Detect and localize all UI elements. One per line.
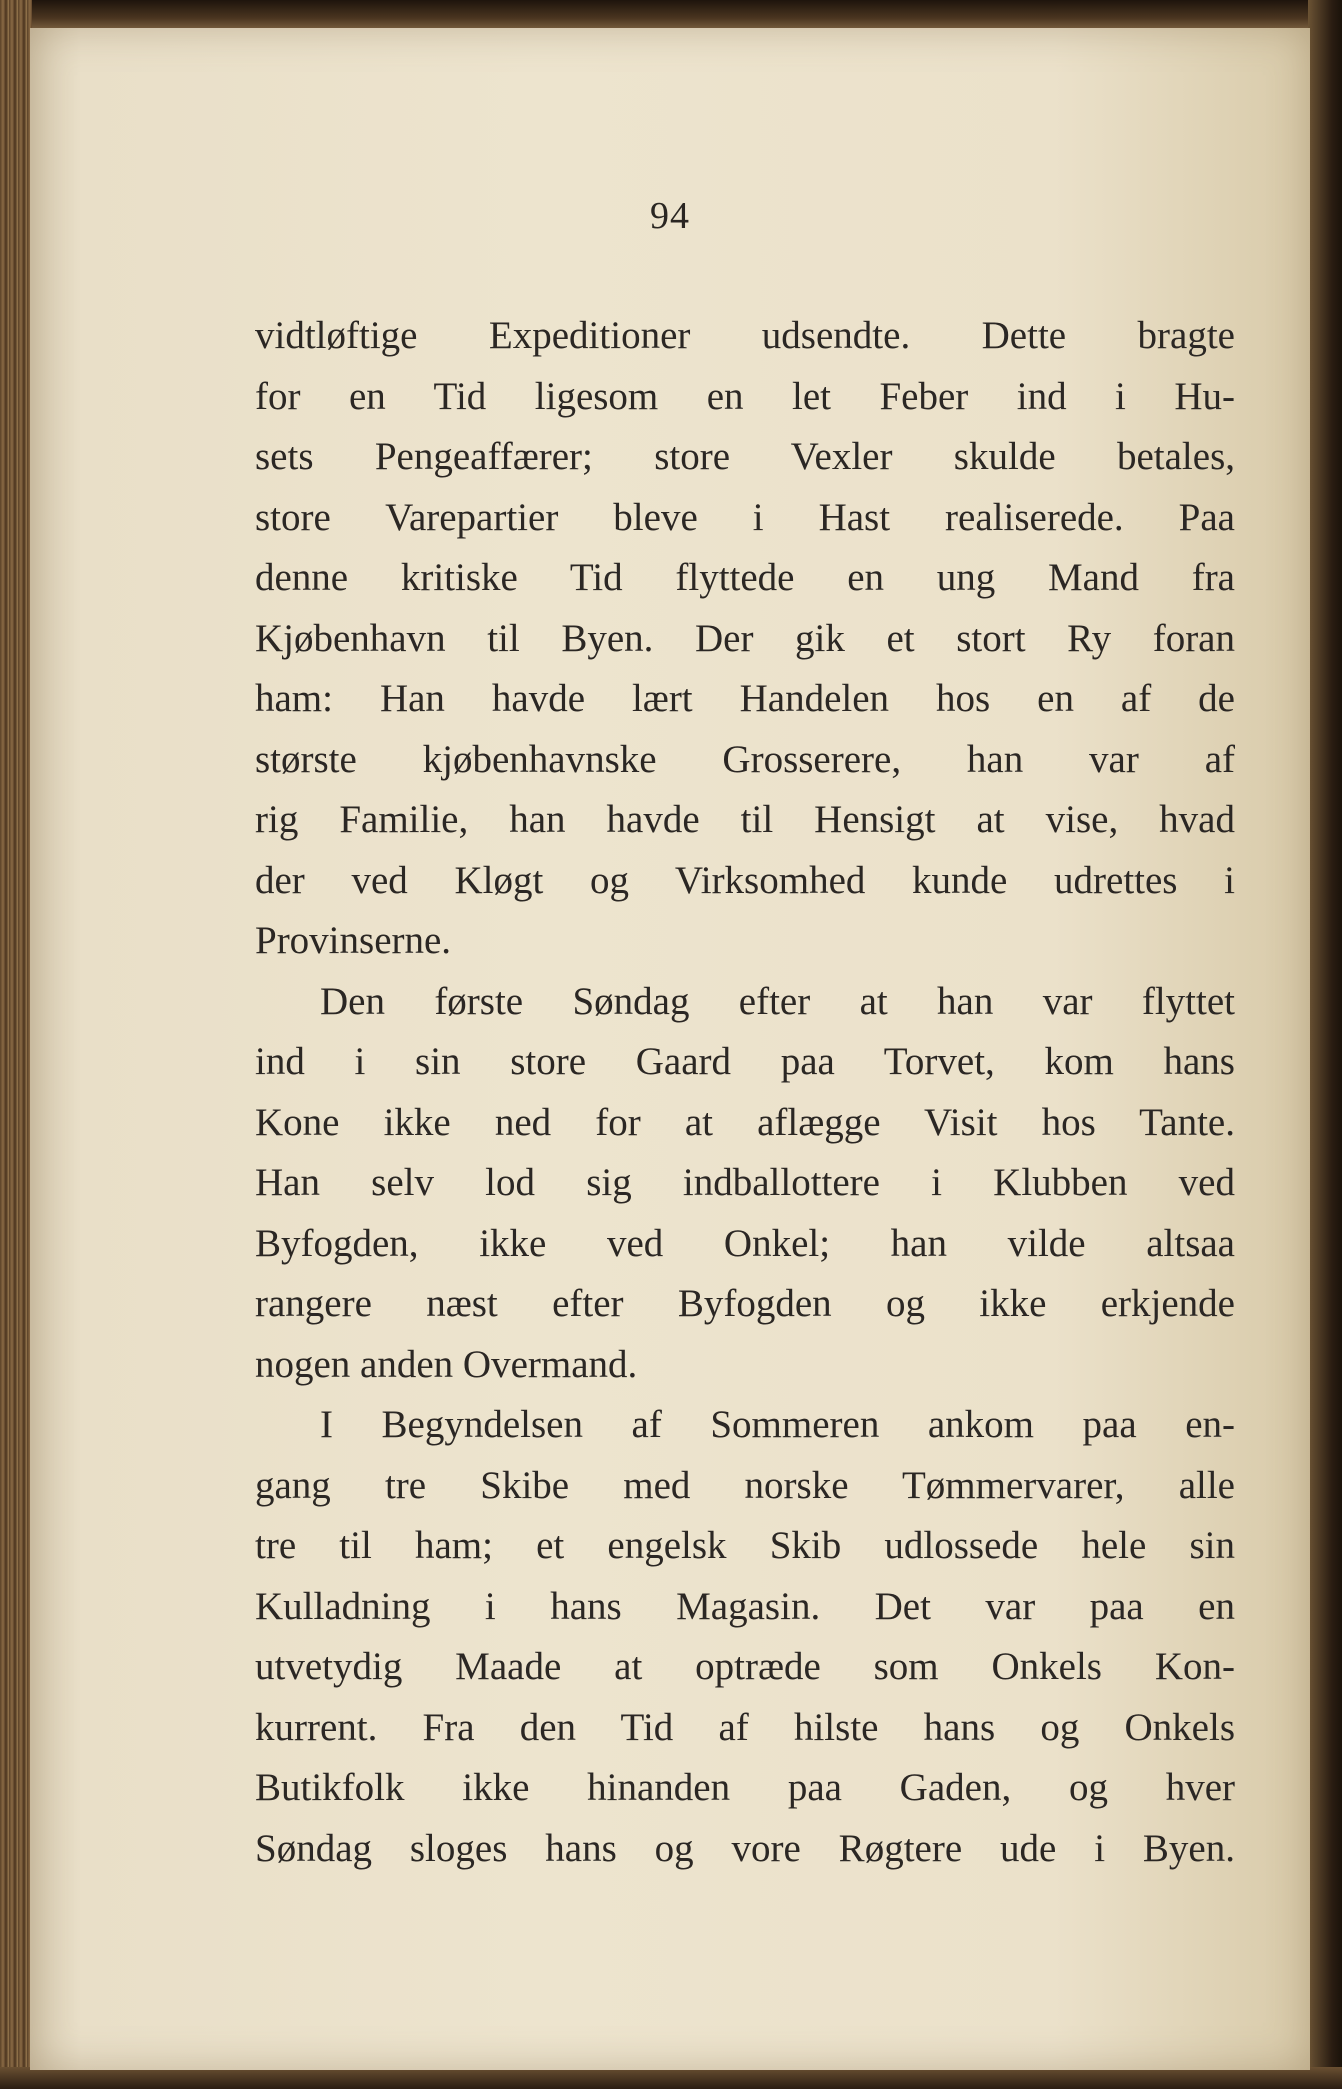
text-line: sets Pengeaffærer; store Vexler skulde betales,: [255, 435, 1235, 478]
text-line: ind i sin store Gaard paa Torvet, kom hans: [255, 1040, 1235, 1083]
text-line: Kone ikke ned for at aflægge Visit hos Tante.: [255, 1100, 1235, 1144]
text-line: Kulladning i hans Magasin. Det var paa en: [255, 1584, 1235, 1628]
text-line: rig Familie, han havde til Hensigt at vise, hvad: [255, 798, 1235, 841]
text-line: Søndag sloges hans og vore Røgtere ude i Byen.: [255, 1826, 1235, 1870]
text-line: vidtløftige Expeditioner udsendte. Dette bragte: [255, 314, 1235, 357]
text-line: største kjøbenhavnske Grosserere, han var af: [255, 737, 1235, 781]
text-line: Provinserne.: [255, 919, 452, 962]
text-line: Kjøbenhavn til Byen. Der gik et stort Ry foran: [255, 616, 1235, 660]
text-line: der ved Kløgt og Virksomhed kunde udrettes i: [255, 858, 1235, 902]
text-line: for en Tid ligesom en let Feber ind i Hu-: [255, 374, 1235, 418]
text-line: Den første Søndag efter at han var flyttet: [320, 979, 1235, 1023]
text-line: Butikfolk ikke hinanden paa Gaden, og hver: [255, 1766, 1235, 1809]
text-line: Han selv lod sig indballottere i Klubben ved: [255, 1161, 1235, 1204]
text-line: tre til ham; et engelsk Skib udlossede hele sin: [255, 1524, 1235, 1567]
text-line: gang tre Skibe med norske Tømmervarer, alle: [255, 1463, 1235, 1507]
body-text: [255, 306, 1235, 1879]
text-line: I Begyndelsen af Sommeren ankom paa en-: [320, 1403, 1235, 1446]
book-top-edge: [0, 0, 1342, 30]
book-right-edge: [1308, 0, 1342, 2089]
text-line: denne kritiske Tid flyttede en ung Mand fra: [255, 556, 1235, 599]
book-spine-edge: [0, 0, 32, 2089]
book-bottom-edge: [0, 2067, 1342, 2089]
text-line: rangere næst efter Byfogden og ikke erkjende: [255, 1282, 1235, 1325]
text-line: nogen anden Overmand.: [255, 1342, 638, 1386]
page-number: 94: [650, 195, 690, 237]
book-page: [30, 28, 1310, 2070]
text-line: utvetydig Maade at optræde som Onkels Kon-: [255, 1645, 1235, 1688]
text-line: kurrent. Fra den Tid af hilste hans og Onkels: [255, 1705, 1235, 1749]
text-line: ham: Han havde lært Handelen hos en af de: [255, 677, 1235, 720]
text-line: store Varepartier bleve i Hast realiserede. Paa: [255, 495, 1235, 539]
text-line: Byfogden, ikke ved Onkel; han vilde altsaa: [255, 1221, 1235, 1265]
